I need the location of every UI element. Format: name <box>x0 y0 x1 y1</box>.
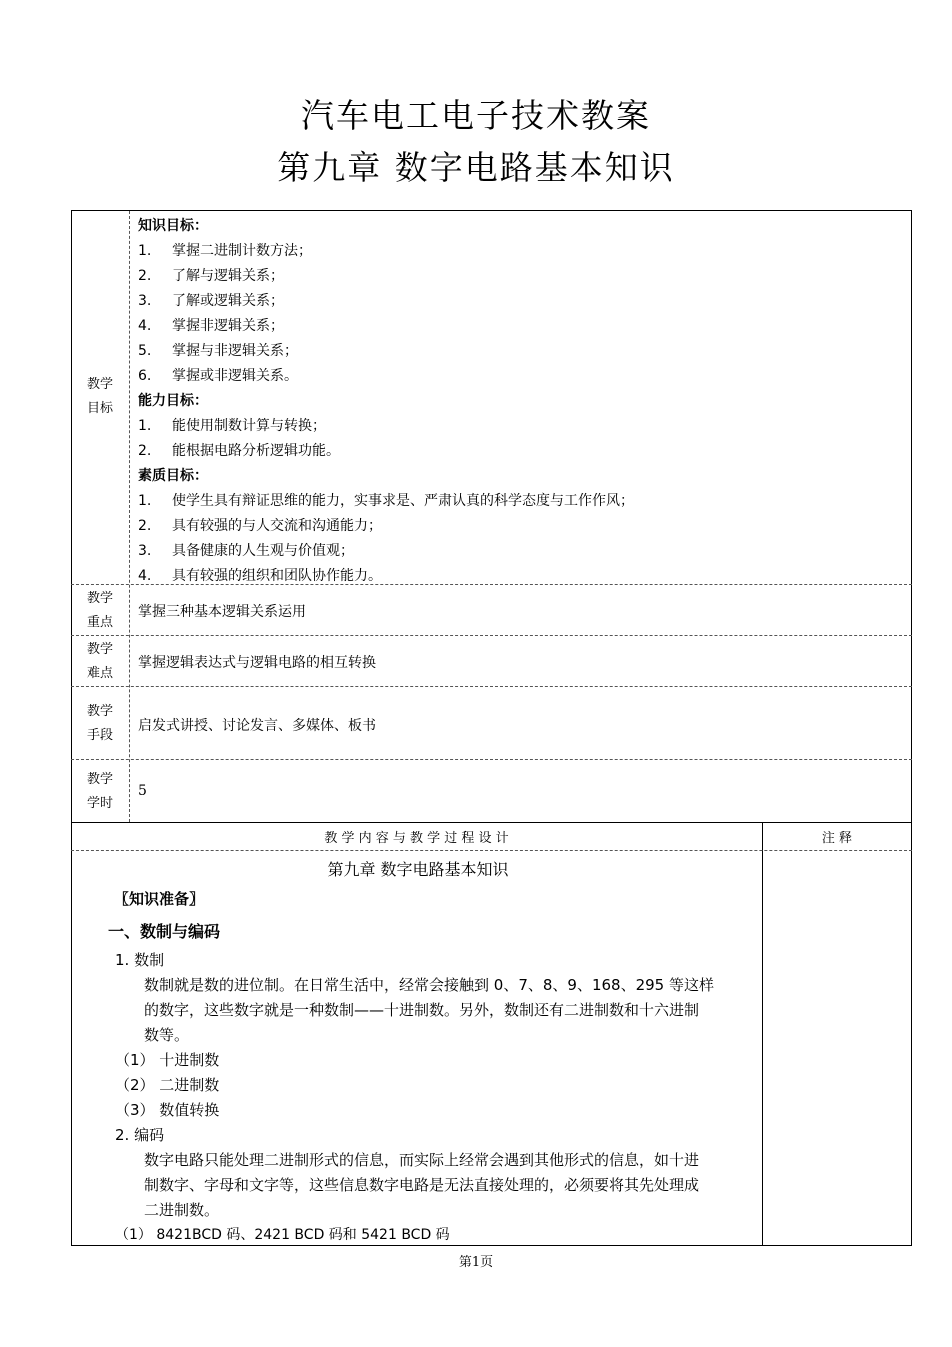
list-item: 1. 能使用制数计算与转换； <box>138 418 326 434</box>
list-item: 2. 了解与逻辑关系； <box>138 268 284 284</box>
paragraph-line: 数制就是数的进位制。在日常生活中，经常会接触到 0、7、8、9、168、295 等这样 <box>144 976 714 994</box>
list-item: 1. 使学生具有辩证思维的能力，实事求是、严肃认真的科学态度与工作作风； <box>138 493 634 509</box>
paragraph-line: 数字电路只能处理二进制形式的信息，而实际上经常会遇到其他形式的信息，如十进 <box>144 1151 700 1169</box>
item-heading: 1. 数制 <box>115 951 165 969</box>
sub-item: （2） 二进制数 <box>115 1076 220 1094</box>
content-header: 教 学 内 容 与 教 学 过 程 设 计 <box>324 831 509 846</box>
knowledge-prep-heading: 〖知识准备〗 <box>114 890 205 908</box>
hours-value: 5 <box>138 783 147 799</box>
list-item: 4. 掌握非逻辑关系； <box>138 318 284 334</box>
notes-header: 注 释 <box>821 831 853 846</box>
sub-item: （1） 十进制数 <box>115 1051 220 1069</box>
list-item: 2. 具有较强的与人交流和沟通能力； <box>138 518 382 534</box>
list-item: 6. 掌握或非逻辑关系。 <box>138 368 298 384</box>
goals-label: 教学 目标 <box>86 377 113 416</box>
row-divider <box>71 850 912 851</box>
label-column-divider <box>129 211 130 822</box>
list-item: 3. 具备健康的人生观与价值观； <box>138 543 354 559</box>
list-item: 2. 能根据电路分析逻辑功能。 <box>138 443 340 459</box>
row-divider <box>71 759 912 760</box>
row-divider <box>71 822 912 823</box>
key-points-text: 掌握三种基本逻辑关系运用 <box>138 604 306 620</box>
list-item: 4. 具有较强的组织和团队协作能力。 <box>138 568 382 584</box>
knowledge-heading: 知识目标： <box>138 218 208 234</box>
methods-text: 启发式讲授、讨论发言、多媒体、板书 <box>138 718 376 734</box>
chapter-title: 第九章 数字电路基本知识 <box>277 148 675 187</box>
methods-label: 教学 手段 <box>86 704 113 743</box>
list-item: 1. 掌握二进制计数方法； <box>138 243 312 259</box>
goals-list <box>138 214 634 589</box>
key-points-label: 教学 重点 <box>86 591 113 630</box>
paragraph-line: 数等。 <box>144 1026 190 1044</box>
ability-heading: 能力目标： <box>138 393 208 409</box>
sub-item: （1） 8421BCD 码、2421 BCD 码和 5421 BCD 码 <box>115 1227 450 1243</box>
difficulties-label: 教学 难点 <box>86 642 113 681</box>
content-chapter-title: 第九章 数字电路基本知识 <box>327 860 509 879</box>
hours-label: 教学 学时 <box>86 772 113 811</box>
paragraph-line: 二进制数。 <box>144 1201 220 1219</box>
difficulties-text: 掌握逻辑表达式与逻辑电路的相互转换 <box>138 655 376 671</box>
item-heading: 2. 编码 <box>115 1126 165 1144</box>
row-divider <box>71 686 912 687</box>
paragraph-line: 的数字，这些数字就是一种数制——十进制数。另外，数制还有二进制数和十六进制 <box>144 1001 700 1019</box>
sub-item: （3） 数值转换 <box>115 1101 220 1119</box>
row-divider <box>71 635 912 636</box>
paragraph-line: 制数字、字母和文字等，这些信息数字电路是无法直接处理的，必须要将其先处理成 <box>144 1176 700 1194</box>
doc-title: 汽车电工电子技术教案 <box>301 96 651 135</box>
notes-column-divider <box>762 823 763 1245</box>
list-item: 3. 了解或逻辑关系； <box>138 293 284 309</box>
quality-heading: 素质目标： <box>138 468 208 484</box>
page-number: 第1页 <box>458 1255 494 1270</box>
section-heading: 一、数制与编码 <box>108 922 221 941</box>
list-item: 5. 掌握与非逻辑关系； <box>138 343 298 359</box>
